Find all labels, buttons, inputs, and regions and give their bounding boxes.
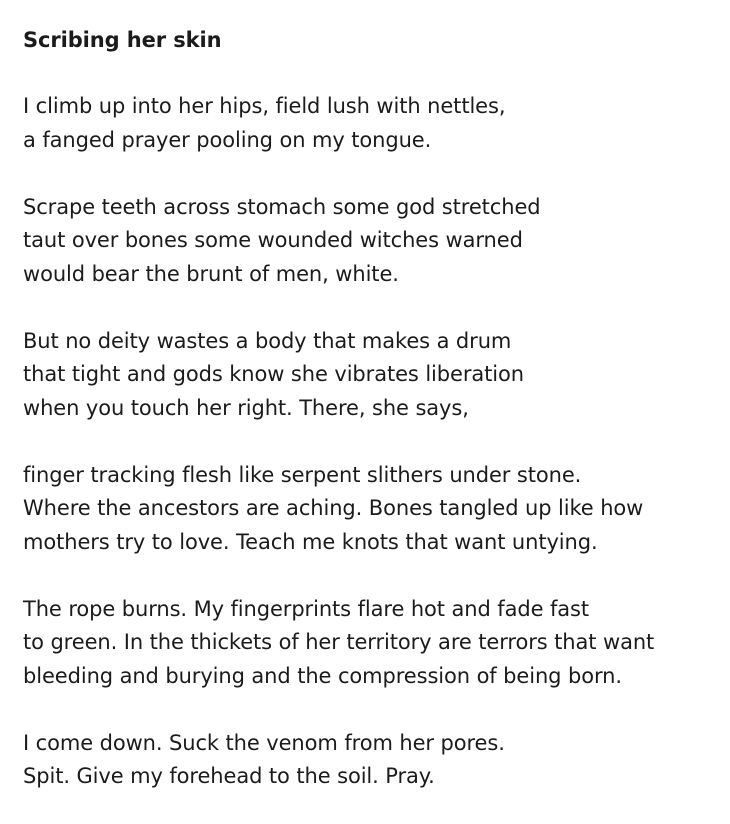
poem-line: Where the ancestors are aching. Bones tangled up like how	[23, 496, 644, 520]
poem-line: would bear the brunt of men, white.	[23, 261, 399, 286]
poem-line: I come down. Suck the venom from her pores.	[23, 730, 505, 755]
stanza-3	[23, 325, 730, 426]
poem-line: to green. In the thickets of her territory are terrors that want	[23, 630, 655, 654]
stanza-6	[23, 727, 730, 794]
poem-line: a fanged prayer pooling on my tongue.	[23, 127, 432, 152]
poem-line: when you touch her right. There, she says,	[23, 395, 469, 420]
poem-title: Scribing her skin	[23, 28, 222, 52]
poem-line: But no deity wastes a body that makes a drum	[23, 328, 512, 353]
poem-line: The rope burns. My fingerprints flare hot and fade fast	[23, 596, 590, 621]
stanza-2	[23, 191, 730, 292]
poem-line: that tight and gods know she vibrates liberation	[23, 362, 524, 386]
stanza-1	[23, 90, 730, 157]
stanza-5	[23, 593, 730, 694]
poem-line: Scrape teeth across stomach some god stretched	[23, 194, 541, 219]
poem-line: mothers try to love. Teach me knots that want untying.	[23, 529, 598, 554]
poem-line: I climb up into her hips, field lush with nettles,	[23, 94, 506, 118]
poem-line: Spit. Give my forehead to the soil. Pray.	[23, 764, 435, 788]
stanza-4	[23, 459, 730, 560]
poem-line: bleeding and burying and the compression of being born.	[23, 663, 622, 688]
poem-line: taut over bones some wounded witches warned	[23, 228, 523, 252]
poem-line: finger tracking flesh like serpent slithers under stone.	[23, 462, 582, 487]
